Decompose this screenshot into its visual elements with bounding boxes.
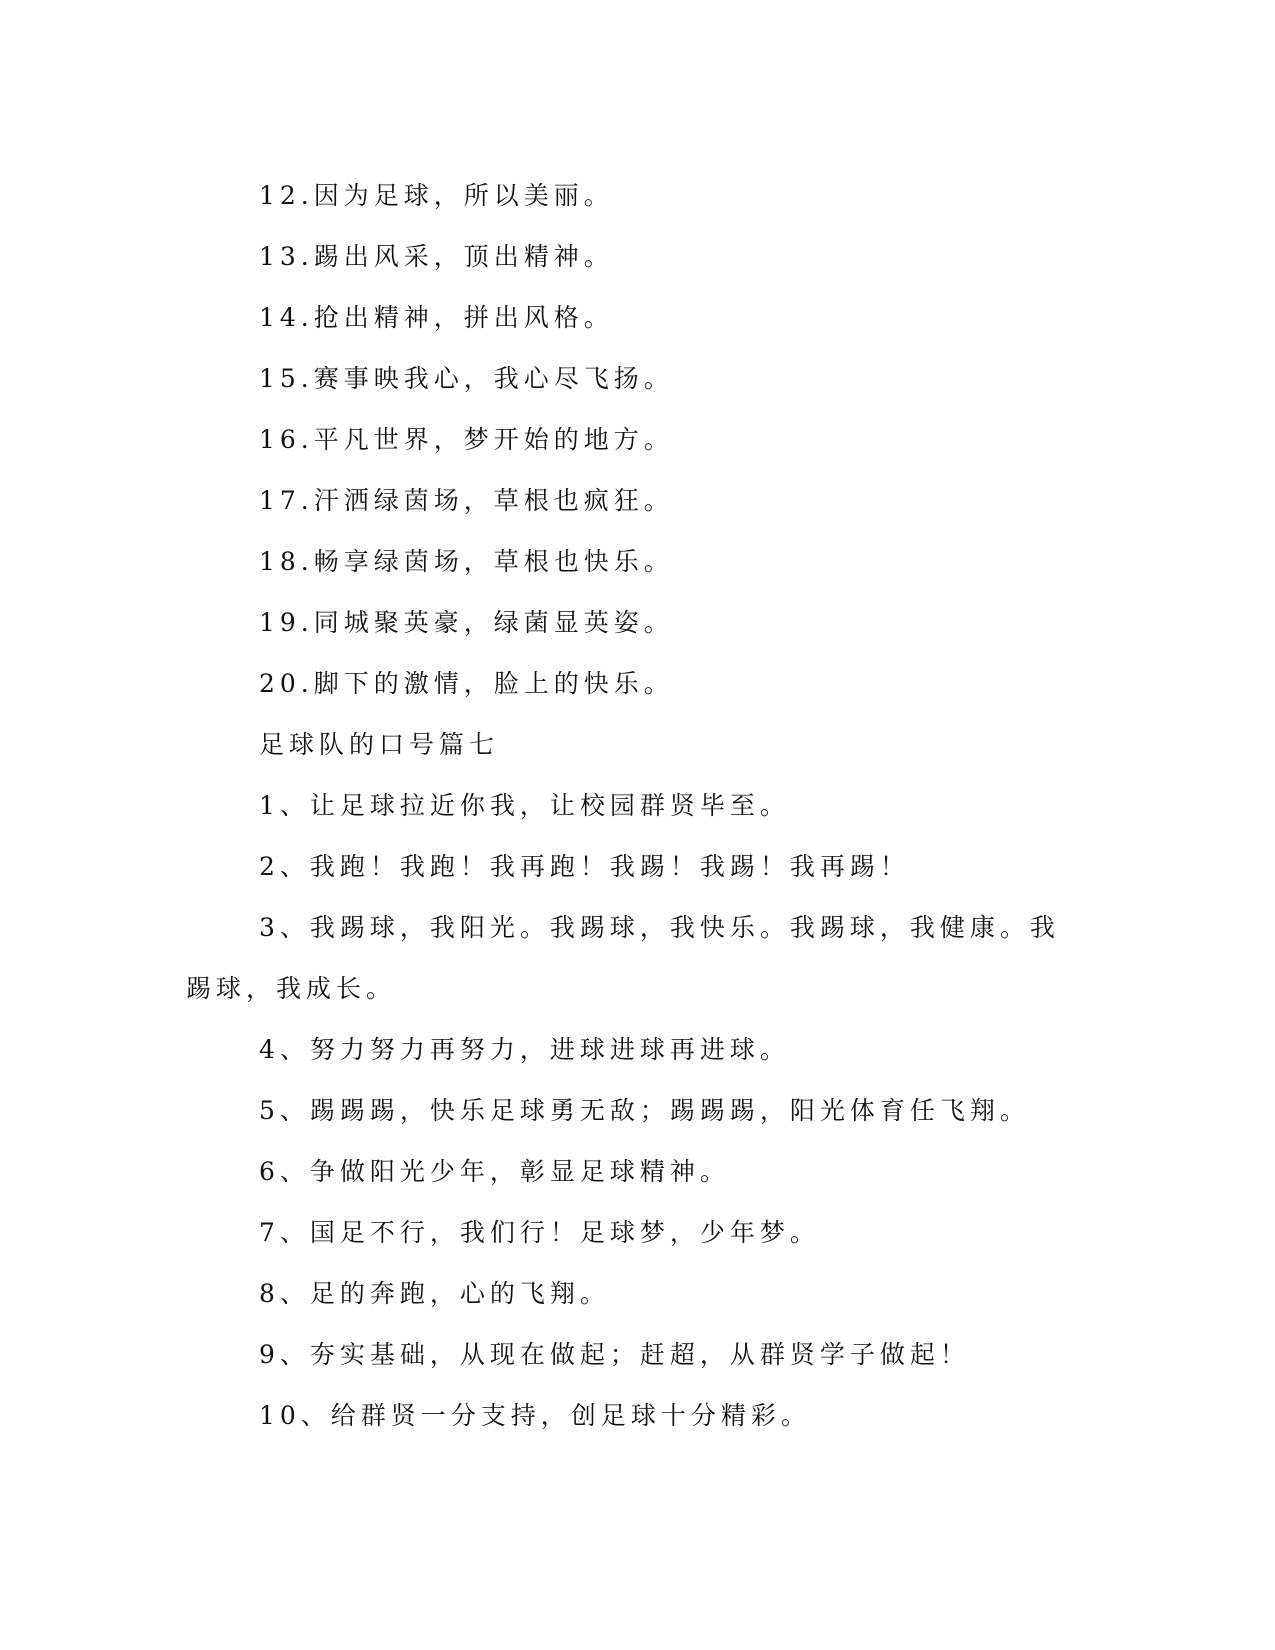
- slogan-line-18: 18.畅享绿茵场，草根也快乐。: [259, 547, 674, 576]
- slogan-line-7: 7、国足不行，我们行！足球梦，少年梦。: [259, 1218, 820, 1247]
- slogan-line-17: 17.汗洒绿茵场，草根也疯狂。: [259, 486, 674, 515]
- slogan-line-20: 20.脚下的激情，脸上的快乐。: [259, 669, 674, 698]
- slogan-line-10: 10、给群贤一分支持，创足球十分精彩。: [259, 1401, 811, 1430]
- slogan-line-8: 8、足的奔跑，心的飞翔。: [259, 1279, 610, 1308]
- slogan-line-6: 6、争做阳光少年，彰显足球精神。: [259, 1157, 730, 1186]
- slogan-line-5: 5、踢踢踢，快乐足球勇无敌；踢踢踢，阳光体育任飞翔。: [259, 1096, 1030, 1125]
- slogan-line-9: 9、夯实基础，从现在做起；赶超，从群贤学子做起！: [259, 1340, 970, 1369]
- slogan-line-1: 1、让足球拉近你我，让校园群贤毕至。: [259, 791, 790, 820]
- slogan-line-3: 3、我踢球，我阳光。我踢球，我快乐。我踢球，我健康。我踢球，我成长。: [186, 913, 1060, 1003]
- document-body: [186, 165, 1066, 1446]
- slogan-line-19: 19.同城聚英豪，绿菌显英姿。: [259, 608, 674, 637]
- slogan-line-14: 14.抢出精神，拼出风格。: [259, 303, 614, 332]
- section-heading: 足球队的口号篇七: [259, 730, 500, 759]
- slogan-line-13: 13.踢出风采，顶出精神。: [259, 242, 614, 271]
- slogan-line-4: 4、努力努力再努力，进球进球再进球。: [259, 1035, 790, 1064]
- slogan-line-16: 16.平凡世界，梦开始的地方。: [259, 425, 674, 454]
- slogan-line-15: 15.赛事映我心，我心尽飞扬。: [259, 364, 674, 393]
- slogan-line-2: 2、我跑！我跑！我再跑！我踢！我踢！我再踢！: [259, 852, 910, 881]
- slogan-line-12: 12.因为足球，所以美丽。: [259, 181, 614, 210]
